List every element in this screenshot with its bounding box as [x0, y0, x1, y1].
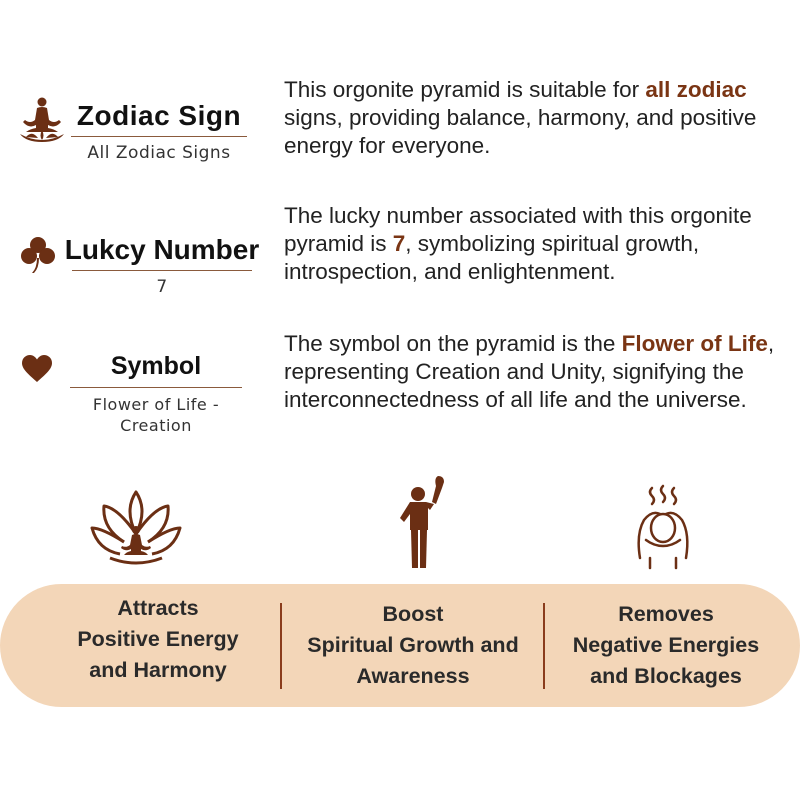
head-release-icon: [632, 484, 694, 575]
benefit-removes-line-1: Removes: [618, 602, 714, 626]
symbol-value-line-1: Flower of Life -: [92, 395, 220, 414]
symbol-value-line-2: Creation: [120, 416, 192, 435]
benefit-attracts: [38, 578, 278, 701]
benefit-removes: [546, 584, 786, 707]
symbol-divider: [70, 387, 242, 388]
lotus-meditation-icon: [90, 488, 182, 573]
lucky-number-heading: Lukcy Number: [64, 234, 260, 265]
benefit-removes-line-2: Negative Energies: [572, 633, 760, 657]
lucky-number-description: The lucky number associated with this orgonite pyramid is 7, symbolizing spiritual growth, introspection, and enlightenment.: [284, 203, 752, 284]
benefit-attracts-line-3: and Harmony: [89, 658, 227, 682]
benefit-attracts-line-2: Positive Energy: [77, 627, 239, 651]
zodiac-divider: [71, 136, 247, 137]
symbol-description: The symbol on the pyramid is the Flower of Life, representing Creation and Unity, signifying the interconnectedness of all life and the universe.: [284, 331, 775, 412]
benefit-removes-line-3: and Blockages: [590, 664, 742, 688]
benefit-boost-line-2: Spiritual Growth and: [307, 633, 519, 657]
benefit-attracts-line-1: Attracts: [117, 596, 199, 620]
benefit-boost-line-1: Boost: [382, 602, 444, 626]
benefit-boost: [282, 584, 544, 707]
symbol-heading: Symbol: [110, 352, 202, 380]
zodiac-description: This orgonite pyramid is suitable for all zodiac signs, providing balance, harmony, and positive energy for everyone.: [284, 77, 757, 158]
zodiac-sign-heading: Zodiac Sign: [76, 100, 242, 131]
lucky-number-value: 7: [156, 277, 168, 297]
raised-fist-person-icon: [398, 474, 450, 575]
benefits-banner: [0, 584, 800, 707]
lucky-number-divider: [72, 270, 252, 271]
clover-icon: [20, 236, 56, 274]
heart-icon: [22, 355, 52, 383]
banner-divider-2: [543, 603, 545, 689]
zodiac-sign-value: All Zodiac Signs: [87, 143, 231, 163]
benefit-boost-line-3: Awareness: [356, 664, 470, 688]
meditation-lotus-icon: [18, 96, 66, 148]
